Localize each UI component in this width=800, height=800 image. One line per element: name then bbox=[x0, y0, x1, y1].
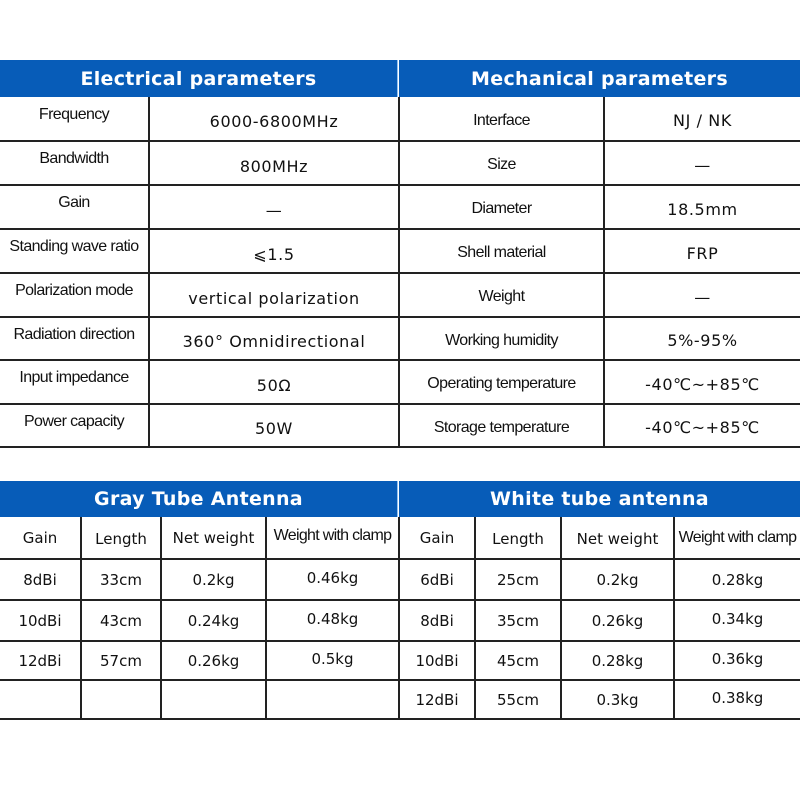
white-gain: 12dBi bbox=[415, 690, 459, 709]
electrical-label: Polarization mode bbox=[15, 282, 133, 299]
white-length: 45cm bbox=[497, 651, 539, 670]
white-net-weight: 0.26kg bbox=[591, 611, 644, 630]
gray-net-weight: 0.26kg bbox=[187, 651, 240, 670]
electrical-value: ⩽1.5 bbox=[253, 244, 295, 264]
mechanical-label: Size bbox=[487, 156, 516, 173]
divider bbox=[0, 718, 800, 720]
electrical-label: Frequency bbox=[38, 105, 110, 123]
gray-weight-with-clamp: 0.48kg bbox=[306, 609, 359, 628]
electrical-label: Bandwidth bbox=[39, 150, 109, 167]
mechanical-label: Working humidity bbox=[445, 331, 558, 349]
gray-net-weight bbox=[162, 681, 265, 718]
electrical-label: Input impedance bbox=[19, 369, 129, 386]
mechanical-value: -40℃~+85℃ bbox=[645, 418, 760, 437]
mechanical-value: NJ / NK bbox=[673, 111, 732, 130]
gray-weight-with-clamp: 0.46kg bbox=[306, 568, 359, 587]
white-weight-with-clamp: 0.28kg bbox=[711, 570, 764, 589]
gray-column-header-gain: Gain bbox=[22, 528, 58, 547]
gray-net-weight: 0.24kg bbox=[187, 611, 240, 630]
mechanical-value: — bbox=[694, 287, 711, 307]
gray-column-header-net-weight: Net weight bbox=[172, 528, 255, 547]
electrical-label: Radiation direction bbox=[13, 325, 135, 343]
mechanical-value: 5%-95% bbox=[667, 331, 738, 350]
electrical-value: 50Ω bbox=[256, 375, 292, 395]
white-net-weight: 0.2kg bbox=[596, 570, 639, 589]
mechanical-label: Diameter bbox=[471, 200, 532, 217]
mechanical-label: Interface bbox=[473, 111, 530, 129]
electrical-value: 6000-6800MHz bbox=[209, 112, 339, 131]
gray-gain: 10dBi bbox=[18, 611, 62, 630]
gray-weight-with-clamp: 0.5kg bbox=[311, 649, 354, 668]
electrical-value: 50W bbox=[255, 419, 293, 438]
white-column-header-gain: Gain bbox=[419, 528, 455, 547]
white-length: 25cm bbox=[497, 570, 539, 589]
white-gain: 8dBi bbox=[420, 611, 454, 630]
mechanical-label: Storage temperature bbox=[433, 418, 570, 436]
white-weight-with-clamp: 0.36kg bbox=[711, 649, 764, 668]
electrical-parameters-header: Electrical parameters bbox=[0, 60, 398, 97]
mechanical-value: -40℃~+85℃ bbox=[645, 374, 760, 394]
mechanical-parameters-header: Mechanical parameters bbox=[399, 60, 800, 97]
mechanical-label: Operating temperature bbox=[427, 375, 576, 392]
antenna-models-table bbox=[0, 481, 800, 721]
mechanical-label: Weight bbox=[478, 288, 525, 305]
white-length: 35cm bbox=[497, 611, 539, 630]
electrical-value: — bbox=[265, 200, 283, 220]
gray-gain: 12dBi bbox=[18, 651, 62, 670]
white-column-header-weight-with-clamp: Weight with clamp bbox=[678, 528, 797, 546]
white-column-header-length: Length bbox=[492, 530, 544, 548]
gray-column-header-weight-with-clamp: Weight with clamp bbox=[273, 526, 392, 544]
gray-tube-antenna-header: Gray Tube Antenna bbox=[0, 481, 398, 517]
mechanical-value: — bbox=[694, 155, 711, 175]
gray-length: 33cm bbox=[100, 570, 142, 589]
white-weight-with-clamp: 0.34kg bbox=[711, 609, 764, 628]
electrical-label: Power capacity bbox=[23, 412, 125, 430]
mechanical-value: 18.5mm bbox=[667, 199, 738, 219]
gray-length: 57cm bbox=[100, 651, 142, 670]
gray-net-weight: 0.2kg bbox=[192, 570, 235, 589]
electrical-value: 800MHz bbox=[239, 156, 309, 176]
parameters-table bbox=[0, 60, 800, 450]
gray-length: 43cm bbox=[100, 611, 142, 630]
white-gain: 10dBi bbox=[415, 651, 459, 670]
white-tube-antenna-header: White tube antenna bbox=[399, 481, 800, 517]
electrical-label: Gain bbox=[58, 194, 90, 211]
electrical-value: vertical polarization bbox=[188, 288, 360, 308]
gray-gain: 8dBi bbox=[23, 570, 57, 589]
white-column-header-net-weight: Net weight bbox=[576, 530, 659, 548]
white-gain: 6dBi bbox=[420, 570, 454, 589]
white-weight-with-clamp: 0.38kg bbox=[711, 688, 764, 707]
gray-length bbox=[82, 681, 160, 718]
gray-column-header-length: Length bbox=[95, 530, 147, 548]
gray-weight-with-clamp bbox=[267, 681, 398, 718]
white-net-weight: 0.3kg bbox=[596, 690, 639, 709]
electrical-value: 360° Omnidirectional bbox=[182, 332, 366, 351]
white-net-weight: 0.28kg bbox=[591, 651, 644, 670]
white-length: 55cm bbox=[497, 690, 539, 709]
gray-gain bbox=[0, 681, 80, 718]
divider bbox=[0, 446, 800, 448]
mechanical-label: Shell material bbox=[457, 244, 546, 261]
mechanical-value: FRP bbox=[686, 243, 719, 263]
electrical-label: Standing wave ratio bbox=[9, 238, 139, 255]
